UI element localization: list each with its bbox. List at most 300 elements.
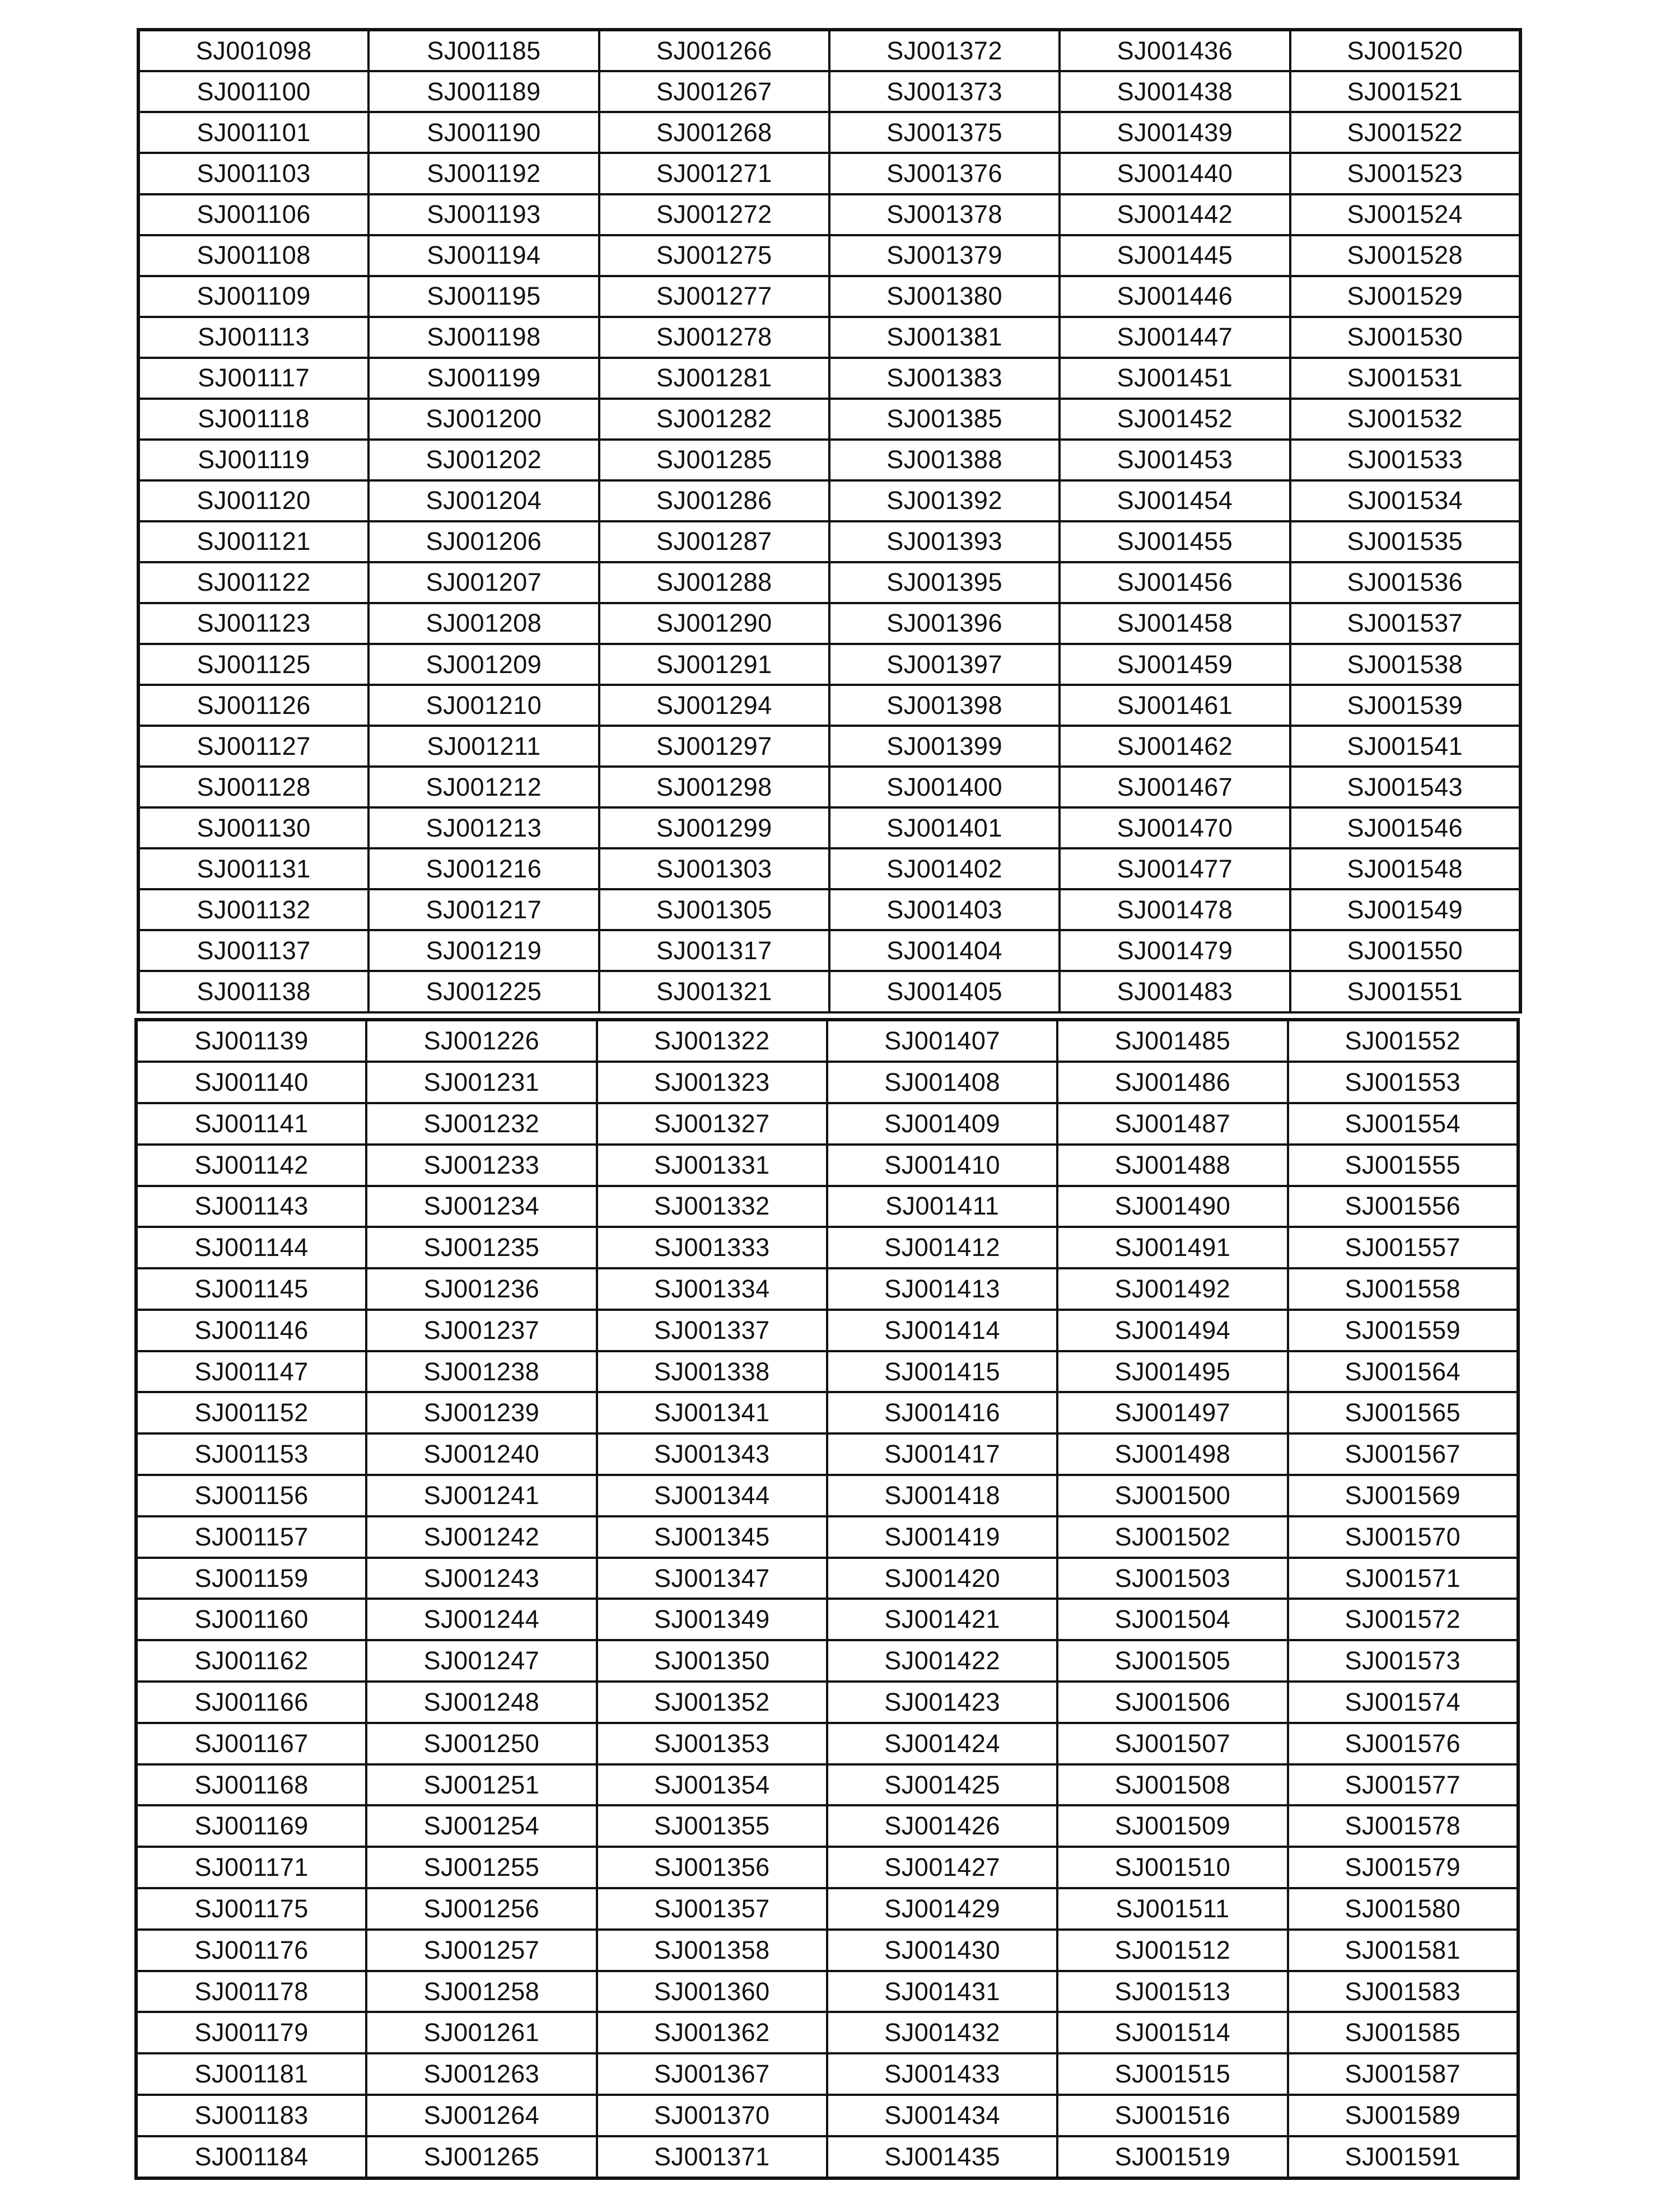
table-cell: SJ001332	[597, 1186, 827, 1227]
table-cell: SJ001513	[1057, 1971, 1287, 2012]
table-cell: SJ001322	[597, 1020, 827, 1062]
table-cell: SJ001585	[1288, 2012, 1518, 2053]
table-cell: SJ001462	[1060, 726, 1290, 767]
table-cell: SJ001541	[1290, 726, 1520, 767]
table-cell: SJ001156	[136, 1475, 366, 1516]
table-cell: SJ001130	[138, 807, 368, 848]
table-cell: SJ001275	[599, 235, 829, 276]
table-cell: SJ001431	[827, 1971, 1057, 2012]
table-cell: SJ001242	[366, 1516, 596, 1558]
table-cell: SJ001418	[827, 1475, 1057, 1516]
table-cell: SJ001200	[368, 399, 599, 440]
table-cell: SJ001277	[599, 276, 829, 317]
table-cell: SJ001490	[1057, 1186, 1287, 1227]
table-cell: SJ001370	[597, 2095, 827, 2136]
table-cell: SJ001376	[829, 153, 1060, 194]
table-cell: SJ001285	[599, 440, 829, 480]
table-cell: SJ001548	[1290, 848, 1520, 889]
table-cell: SJ001237	[366, 1310, 596, 1351]
table-cell: SJ001241	[366, 1475, 596, 1516]
table-cell: SJ001553	[1288, 1062, 1518, 1103]
table-cell: SJ001504	[1057, 1599, 1287, 1640]
table-cell: SJ001362	[597, 2012, 827, 2053]
table-row	[136, 1351, 1518, 1393]
table-row	[136, 1847, 1518, 1888]
table-cell: SJ001578	[1288, 1805, 1518, 1847]
table-cell: SJ001199	[368, 358, 599, 399]
table-cell: SJ001508	[1057, 1764, 1287, 1806]
table-cell: SJ001383	[829, 358, 1060, 399]
table-cell: SJ001128	[138, 767, 368, 807]
table-cell: SJ001217	[368, 889, 599, 930]
table-cell: SJ001412	[827, 1227, 1057, 1268]
table-cell: SJ001576	[1288, 1723, 1518, 1764]
table-cell: SJ001519	[1057, 2136, 1287, 2178]
table-cell: SJ001213	[368, 807, 599, 848]
table-row	[136, 2136, 1518, 2178]
table-cell: SJ001286	[599, 480, 829, 521]
table-cell: SJ001436	[1060, 30, 1290, 71]
table-cell: SJ001587	[1288, 2053, 1518, 2095]
table-cell: SJ001251	[366, 1764, 596, 1806]
table-cell: SJ001208	[368, 603, 599, 644]
table-cell: SJ001571	[1288, 1558, 1518, 1599]
table-cell: SJ001142	[136, 1145, 366, 1186]
table-cell: SJ001556	[1288, 1186, 1518, 1227]
table-cell: SJ001522	[1290, 112, 1520, 153]
table-cell: SJ001423	[827, 1682, 1057, 1723]
table-cell: SJ001108	[138, 235, 368, 276]
table-cell: SJ001341	[597, 1392, 827, 1433]
table-cell: SJ001193	[368, 194, 599, 235]
table-row	[136, 1640, 1518, 1682]
table-cell: SJ001488	[1057, 1145, 1287, 1186]
table-cell: SJ001514	[1057, 2012, 1287, 2053]
table-cell: SJ001479	[1060, 930, 1290, 971]
table-cell: SJ001396	[829, 603, 1060, 644]
table-row	[138, 317, 1520, 358]
table-cell: SJ001267	[599, 71, 829, 112]
table-cell: SJ001538	[1290, 644, 1520, 685]
table-cell: SJ001350	[597, 1640, 827, 1682]
table-cell: SJ001258	[366, 1971, 596, 2012]
table-cell: SJ001254	[366, 1805, 596, 1847]
table-cell: SJ001240	[366, 1433, 596, 1475]
table-cell: SJ001411	[827, 1186, 1057, 1227]
table-cell: SJ001212	[368, 767, 599, 807]
table-cell: SJ001455	[1060, 521, 1290, 562]
table-cell: SJ001509	[1057, 1805, 1287, 1847]
table-cell: SJ001272	[599, 194, 829, 235]
table-cell: SJ001355	[597, 1805, 827, 1847]
table-cell: SJ001414	[827, 1310, 1057, 1351]
table-row	[136, 1268, 1518, 1310]
table-cell: SJ001195	[368, 276, 599, 317]
table-cell: SJ001159	[136, 1558, 366, 1599]
table-cell: SJ001234	[366, 1186, 596, 1227]
table-row	[136, 2053, 1518, 2095]
table-cell: SJ001591	[1288, 2136, 1518, 2178]
table-row	[138, 276, 1520, 317]
table-cell: SJ001291	[599, 644, 829, 685]
table-row	[138, 726, 1520, 767]
table-cell: SJ001535	[1290, 521, 1520, 562]
table-row	[136, 1888, 1518, 1930]
table-row	[138, 930, 1520, 971]
table-cell: SJ001257	[366, 1930, 596, 1971]
table-cell: SJ001530	[1290, 317, 1520, 358]
table-cell: SJ001539	[1290, 685, 1520, 726]
table-cell: SJ001426	[827, 1805, 1057, 1847]
table-cell: SJ001106	[138, 194, 368, 235]
table-cell: SJ001495	[1057, 1351, 1287, 1393]
table-cell: SJ001281	[599, 358, 829, 399]
table-cell: SJ001153	[136, 1433, 366, 1475]
table-cell: SJ001139	[136, 1020, 366, 1062]
table-row	[138, 767, 1520, 807]
table-row	[136, 1805, 1518, 1847]
table-cell: SJ001239	[366, 1392, 596, 1433]
table-cell: SJ001264	[366, 2095, 596, 2136]
table-cell: SJ001349	[597, 1599, 827, 1640]
table-cell: SJ001564	[1288, 1351, 1518, 1393]
table-cell: SJ001533	[1290, 440, 1520, 480]
table-cell: SJ001447	[1060, 317, 1290, 358]
table-cell: SJ001458	[1060, 603, 1290, 644]
table-cell: SJ001503	[1057, 1558, 1287, 1599]
table-cell: SJ001162	[136, 1640, 366, 1682]
table-row	[138, 480, 1520, 521]
table-cell: SJ001505	[1057, 1640, 1287, 1682]
table-row	[136, 1971, 1518, 2012]
table-cell: SJ001408	[827, 1062, 1057, 1103]
table-cell: SJ001184	[136, 2136, 366, 2178]
table-row	[138, 848, 1520, 889]
table-cell: SJ001551	[1290, 971, 1520, 1013]
table-cell: SJ001537	[1290, 603, 1520, 644]
id-table-top-body	[138, 30, 1520, 1013]
table-cell: SJ001445	[1060, 235, 1290, 276]
table-cell: SJ001371	[597, 2136, 827, 2178]
table-cell: SJ001121	[138, 521, 368, 562]
table-cell: SJ001265	[366, 2136, 596, 2178]
table-cell: SJ001185	[368, 30, 599, 71]
table-row	[136, 1020, 1518, 1062]
table-cell: SJ001211	[368, 726, 599, 767]
table-cell: SJ001113	[138, 317, 368, 358]
table-cell: SJ001357	[597, 1888, 827, 1930]
table-cell: SJ001546	[1290, 807, 1520, 848]
table-cell: SJ001305	[599, 889, 829, 930]
table-cell: SJ001492	[1057, 1268, 1287, 1310]
table-cell: SJ001119	[138, 440, 368, 480]
table-cell: SJ001299	[599, 807, 829, 848]
table-cell: SJ001100	[138, 71, 368, 112]
table-cell: SJ001303	[599, 848, 829, 889]
table-cell: SJ001502	[1057, 1516, 1287, 1558]
table-cell: SJ001440	[1060, 153, 1290, 194]
table-row	[136, 1723, 1518, 1764]
table-cell: SJ001247	[366, 1640, 596, 1682]
table-cell: SJ001388	[829, 440, 1060, 480]
table-cell: SJ001140	[136, 1062, 366, 1103]
table-cell: SJ001510	[1057, 1847, 1287, 1888]
table-row	[138, 521, 1520, 562]
table-cell: SJ001398	[829, 685, 1060, 726]
table-cell: SJ001543	[1290, 767, 1520, 807]
table-cell: SJ001127	[138, 726, 368, 767]
table-cell: SJ001393	[829, 521, 1060, 562]
table-cell: SJ001248	[366, 1682, 596, 1723]
table-cell: SJ001430	[827, 1930, 1057, 1971]
table-cell: SJ001356	[597, 1847, 827, 1888]
table-row	[138, 112, 1520, 153]
table-row	[136, 1764, 1518, 1806]
table-cell: SJ001532	[1290, 399, 1520, 440]
table-cell: SJ001536	[1290, 562, 1520, 603]
table-cell: SJ001491	[1057, 1227, 1287, 1268]
table-cell: SJ001288	[599, 562, 829, 603]
table-row	[138, 194, 1520, 235]
table-cell: SJ001345	[597, 1516, 827, 1558]
table-cell: SJ001498	[1057, 1433, 1287, 1475]
table-cell: SJ001206	[368, 521, 599, 562]
table-cell: SJ001557	[1288, 1227, 1518, 1268]
table-cell: SJ001375	[829, 112, 1060, 153]
table-cell: SJ001194	[368, 235, 599, 276]
table-row	[138, 971, 1520, 1013]
table-cell: SJ001507	[1057, 1723, 1287, 1764]
table-cell: SJ001147	[136, 1351, 366, 1393]
table-row	[138, 399, 1520, 440]
table-cell: SJ001271	[599, 153, 829, 194]
table-cell: SJ001354	[597, 1764, 827, 1806]
table-cell: SJ001573	[1288, 1640, 1518, 1682]
table-cell: SJ001378	[829, 194, 1060, 235]
table-cell: SJ001487	[1057, 1103, 1287, 1145]
table-cell: SJ001278	[599, 317, 829, 358]
table-cell: SJ001494	[1057, 1310, 1287, 1351]
table-cell: SJ001181	[136, 2053, 366, 2095]
table-cell: SJ001434	[827, 2095, 1057, 2136]
table-cell: SJ001403	[829, 889, 1060, 930]
table-cell: SJ001190	[368, 112, 599, 153]
table-cell: SJ001294	[599, 685, 829, 726]
table-row	[136, 1599, 1518, 1640]
table-cell: SJ001380	[829, 276, 1060, 317]
table-cell: SJ001344	[597, 1475, 827, 1516]
table-row	[136, 1310, 1518, 1351]
table-cell: SJ001125	[138, 644, 368, 685]
table-cell: SJ001419	[827, 1516, 1057, 1558]
table-cell: SJ001178	[136, 1971, 366, 2012]
table-cell: SJ001528	[1290, 235, 1520, 276]
table-cell: SJ001216	[368, 848, 599, 889]
table-cell: SJ001138	[138, 971, 368, 1013]
table-row	[136, 1186, 1518, 1227]
table-cell: SJ001442	[1060, 194, 1290, 235]
table-row	[138, 807, 1520, 848]
table-cell: SJ001233	[366, 1145, 596, 1186]
table-cell: SJ001317	[599, 930, 829, 971]
table-cell: SJ001160	[136, 1599, 366, 1640]
table-row	[138, 562, 1520, 603]
table-cell: SJ001399	[829, 726, 1060, 767]
table-row	[138, 153, 1520, 194]
table-cell: SJ001131	[138, 848, 368, 889]
table-row	[138, 71, 1520, 112]
table-cell: SJ001225	[368, 971, 599, 1013]
table-cell: SJ001255	[366, 1847, 596, 1888]
table-cell: SJ001250	[366, 1723, 596, 1764]
table-cell: SJ001098	[138, 30, 368, 71]
id-table-top	[137, 28, 1522, 1015]
table-cell: SJ001565	[1288, 1392, 1518, 1433]
table-row	[136, 1433, 1518, 1475]
table-cell: SJ001207	[368, 562, 599, 603]
id-table-bottom-body	[136, 1020, 1518, 2178]
table-cell: SJ001381	[829, 317, 1060, 358]
table-row	[136, 1062, 1518, 1103]
table-cell: SJ001202	[368, 440, 599, 480]
table-cell: SJ001334	[597, 1268, 827, 1310]
table-cell: SJ001422	[827, 1640, 1057, 1682]
table-cell: SJ001417	[827, 1433, 1057, 1475]
table-cell: SJ001459	[1060, 644, 1290, 685]
table-cell: SJ001287	[599, 521, 829, 562]
table-cell: SJ001512	[1057, 1930, 1287, 1971]
table-cell: SJ001515	[1057, 2053, 1287, 2095]
table-cell: SJ001405	[829, 971, 1060, 1013]
table-row	[136, 2012, 1518, 2053]
table-cell: SJ001486	[1057, 1062, 1287, 1103]
table-cell: SJ001152	[136, 1392, 366, 1433]
table-cell: SJ001126	[138, 685, 368, 726]
table-cell: SJ001478	[1060, 889, 1290, 930]
table-cell: SJ001122	[138, 562, 368, 603]
table-cell: SJ001516	[1057, 2095, 1287, 2136]
table-row	[138, 235, 1520, 276]
table-cell: SJ001407	[827, 1020, 1057, 1062]
table-cell: SJ001120	[138, 480, 368, 521]
table-cell: SJ001392	[829, 480, 1060, 521]
table-cell: SJ001451	[1060, 358, 1290, 399]
table-cell: SJ001235	[366, 1227, 596, 1268]
table-cell: SJ001226	[366, 1020, 596, 1062]
table-row	[136, 1227, 1518, 1268]
table-cell: SJ001321	[599, 971, 829, 1013]
table-row	[138, 644, 1520, 685]
table-cell: SJ001461	[1060, 685, 1290, 726]
table-cell: SJ001143	[136, 1186, 366, 1227]
table-cell: SJ001416	[827, 1392, 1057, 1433]
table-cell: SJ001323	[597, 1062, 827, 1103]
table-cell: SJ001413	[827, 1268, 1057, 1310]
table-cell: SJ001353	[597, 1723, 827, 1764]
table-cell: SJ001333	[597, 1227, 827, 1268]
table-cell: SJ001385	[829, 399, 1060, 440]
table-cell: SJ001589	[1288, 2095, 1518, 2136]
table-cell: SJ001145	[136, 1268, 366, 1310]
table-cell: SJ001282	[599, 399, 829, 440]
table-cell: SJ001579	[1288, 1847, 1518, 1888]
table-cell: SJ001101	[138, 112, 368, 153]
table-cell: SJ001400	[829, 767, 1060, 807]
table-cell: SJ001244	[366, 1599, 596, 1640]
table-cell: SJ001435	[827, 2136, 1057, 2178]
table-cell: SJ001569	[1288, 1475, 1518, 1516]
table-row	[136, 1516, 1518, 1558]
table-row	[138, 603, 1520, 644]
table-cell: SJ001168	[136, 1764, 366, 1806]
table-cell: SJ001395	[829, 562, 1060, 603]
table-cell: SJ001439	[1060, 112, 1290, 153]
table-cell: SJ001231	[366, 1062, 596, 1103]
table-cell: SJ001570	[1288, 1516, 1518, 1558]
table-cell: SJ001266	[599, 30, 829, 71]
table-cell: SJ001511	[1057, 1888, 1287, 1930]
table-cell: SJ001219	[368, 930, 599, 971]
table-cell: SJ001290	[599, 603, 829, 644]
table-cell: SJ001373	[829, 71, 1060, 112]
table-cell: SJ001550	[1290, 930, 1520, 971]
table-cell: SJ001192	[368, 153, 599, 194]
table-row	[136, 1930, 1518, 1971]
table-cell: SJ001432	[827, 2012, 1057, 2053]
table-cell: SJ001337	[597, 1310, 827, 1351]
table-cell: SJ001372	[829, 30, 1060, 71]
table-cell: SJ001454	[1060, 480, 1290, 521]
table-cell: SJ001485	[1057, 1020, 1287, 1062]
table-cell: SJ001577	[1288, 1764, 1518, 1806]
table-cell: SJ001409	[827, 1103, 1057, 1145]
table-cell: SJ001549	[1290, 889, 1520, 930]
table-cell: SJ001397	[829, 644, 1060, 685]
table-cell: SJ001483	[1060, 971, 1290, 1013]
table-cell: SJ001421	[827, 1599, 1057, 1640]
table-row	[136, 1103, 1518, 1145]
table-cell: SJ001331	[597, 1145, 827, 1186]
table-row	[138, 30, 1520, 71]
table-cell: SJ001144	[136, 1227, 366, 1268]
table-cell: SJ001429	[827, 1888, 1057, 1930]
table-cell: SJ001567	[1288, 1433, 1518, 1475]
table-cell: SJ001534	[1290, 480, 1520, 521]
table-cell: SJ001415	[827, 1351, 1057, 1393]
table-cell: SJ001420	[827, 1558, 1057, 1599]
table-cell: SJ001141	[136, 1103, 366, 1145]
table-cell: SJ001352	[597, 1682, 827, 1723]
table-cell: SJ001379	[829, 235, 1060, 276]
table-cell: SJ001179	[136, 2012, 366, 2053]
table-cell: SJ001236	[366, 1268, 596, 1310]
table-cell: SJ001176	[136, 1930, 366, 1971]
table-cell: SJ001452	[1060, 399, 1290, 440]
table-row	[136, 1145, 1518, 1186]
table-cell: SJ001103	[138, 153, 368, 194]
table-cell: SJ001166	[136, 1682, 366, 1723]
table-cell: SJ001433	[827, 2053, 1057, 2095]
table-cell: SJ001169	[136, 1805, 366, 1847]
table-cell: SJ001367	[597, 2053, 827, 2095]
table-cell: SJ001360	[597, 1971, 827, 2012]
table-cell: SJ001109	[138, 276, 368, 317]
table-cell: SJ001327	[597, 1103, 827, 1145]
table-cell: SJ001424	[827, 1723, 1057, 1764]
table-cell: SJ001404	[829, 930, 1060, 971]
table-cell: SJ001117	[138, 358, 368, 399]
table-cell: SJ001238	[366, 1351, 596, 1393]
